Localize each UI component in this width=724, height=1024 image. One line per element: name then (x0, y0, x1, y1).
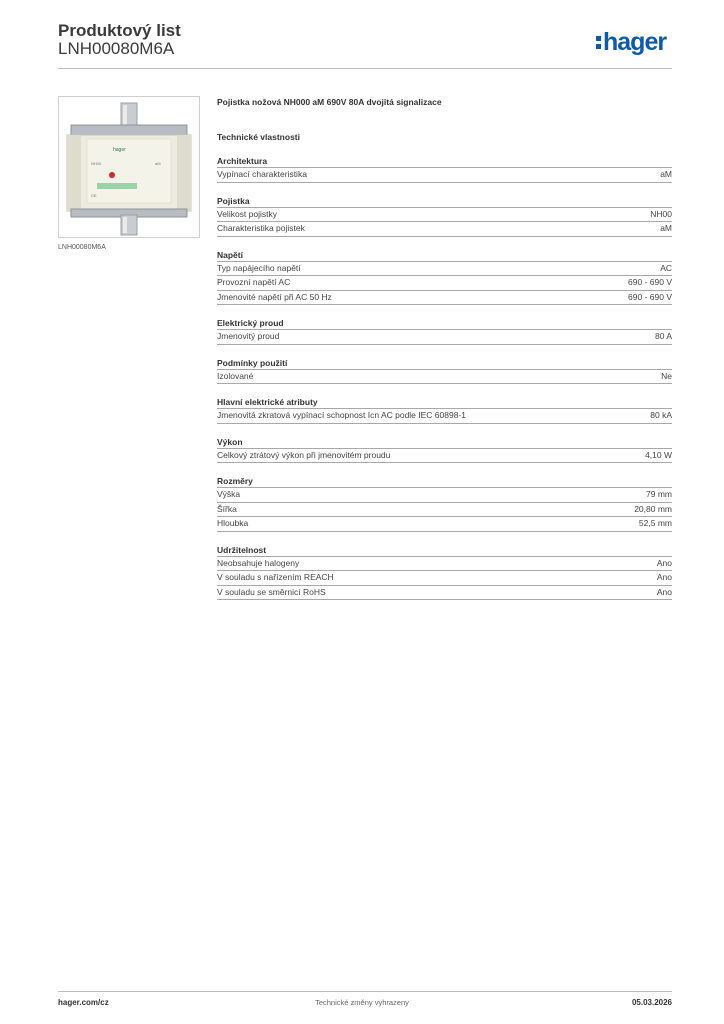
spec-group-title: Hlavní elektrické atributy (217, 397, 672, 409)
product-code: LNH00080M6A (58, 39, 175, 58)
spec-group (217, 156, 672, 183)
footer-website-link[interactable]: hager.com/cz (58, 998, 109, 1007)
product-image (58, 96, 200, 238)
spec-label: Vypínací charakteristika (217, 169, 307, 179)
footer-date: 05.03.2026 (631, 998, 672, 1007)
spec-row (217, 409, 672, 424)
page-title: Produktový list (58, 21, 181, 40)
spec-label: Charakteristika pojistek (217, 223, 305, 233)
spec-group-title: Napětí (217, 250, 672, 262)
spec-group-title: Rozměry (217, 476, 672, 488)
spec-value: NH00 (650, 208, 672, 219)
spec-value: Ano (656, 586, 672, 597)
spec-value: 80 A (654, 331, 672, 341)
spec-group (217, 358, 672, 385)
spec-value: 52,5 mm (638, 518, 672, 528)
spec-label: V souladu se směrnicí RoHS (217, 586, 326, 597)
spec-row (217, 222, 672, 237)
spec-group-title: Výkon (217, 437, 672, 449)
product-name: Pojistka nožová NH000 aM 690V 80A dvojitá signalizace (217, 97, 442, 107)
spec-label: Jmenovité napětí při AC 50 Hz (217, 291, 332, 302)
spec-label: Hloubka (217, 518, 249, 528)
spec-row (217, 571, 672, 586)
spec-row (217, 262, 672, 277)
spec-row (217, 517, 672, 532)
spec-label: Jmenovitá zkratová vypínací schopnost Icn AC podle IEC 60898-1 (217, 410, 466, 420)
spec-row (217, 208, 672, 223)
spec-label: Šířka (217, 503, 237, 514)
header-divider (58, 68, 672, 69)
spec-group-title: Pojistka (217, 196, 672, 208)
spec-group-title: Elektrický proud (217, 318, 672, 330)
spec-value: 4,10 W (645, 449, 672, 460)
spec-group (217, 397, 672, 424)
fuse-illustration (59, 97, 199, 237)
spec-label: Velikost pojistky (217, 208, 277, 219)
spec-label: Jmenovitý proud (217, 331, 280, 341)
spec-label: Provozní napětí AC (217, 277, 291, 287)
spec-value: Ano (656, 557, 672, 568)
fuse-ce-text: CE (91, 193, 97, 198)
spec-group-title: Udržitelnost (217, 545, 672, 557)
spec-label: Izolované (217, 370, 254, 381)
spec-group (217, 545, 672, 601)
indicator-light-icon (109, 172, 115, 178)
spec-value: aM (660, 223, 672, 233)
spec-label: V souladu s nařízením REACH (217, 572, 334, 582)
footer-divider (58, 991, 672, 992)
spec-value: aM (660, 169, 672, 179)
spec-row (217, 370, 672, 385)
fuse-class-text: aM (155, 161, 161, 166)
logo-text: hager (603, 28, 667, 56)
spec-group (217, 437, 672, 464)
spec-value: 79 mm (646, 489, 672, 499)
spec-label: Výška (217, 489, 241, 499)
tech-heading: Technické vlastnosti (217, 132, 300, 142)
spec-label: Typ napájecího napětí (217, 262, 301, 273)
spec-group-title: Podmínky použití (217, 358, 672, 370)
spec-row (217, 586, 672, 601)
image-caption: LNH00080M6A (58, 244, 106, 251)
spec-value: 690 - 690 V (628, 291, 672, 302)
spec-value: 20,80 mm (634, 503, 672, 514)
spec-content (217, 96, 672, 600)
spec-label: Neobsahuje halogeny (217, 557, 300, 568)
spec-value: Ano (656, 572, 672, 582)
fuse-brand-text: hager (113, 147, 126, 153)
spec-row (217, 330, 672, 345)
spec-row (217, 291, 672, 306)
spec-group-title: Architektura (217, 156, 672, 168)
spec-group (217, 250, 672, 306)
logo-dots-icon (596, 34, 601, 52)
spec-row (217, 503, 672, 518)
spec-label: Celkový ztrátový výkon při jmenovitém proudu (217, 449, 391, 460)
spec-value: AC (660, 262, 672, 273)
hager-logo[interactable] (596, 28, 666, 56)
spec-row (217, 276, 672, 291)
footer-disclaimer: Technické změny vyhrazeny (315, 998, 409, 1007)
spec-value: 690 - 690 V (628, 277, 672, 287)
spec-row (217, 557, 672, 572)
spec-group (217, 196, 672, 237)
spec-row (217, 449, 672, 464)
spec-row (217, 488, 672, 503)
spec-row (217, 168, 672, 183)
fuse-size-text: NH00 (91, 161, 102, 166)
spec-groups (217, 156, 672, 600)
spec-group (217, 476, 672, 532)
spec-value: 80 kA (650, 410, 672, 420)
spec-value: Ne (661, 370, 672, 381)
spec-group (217, 318, 672, 345)
